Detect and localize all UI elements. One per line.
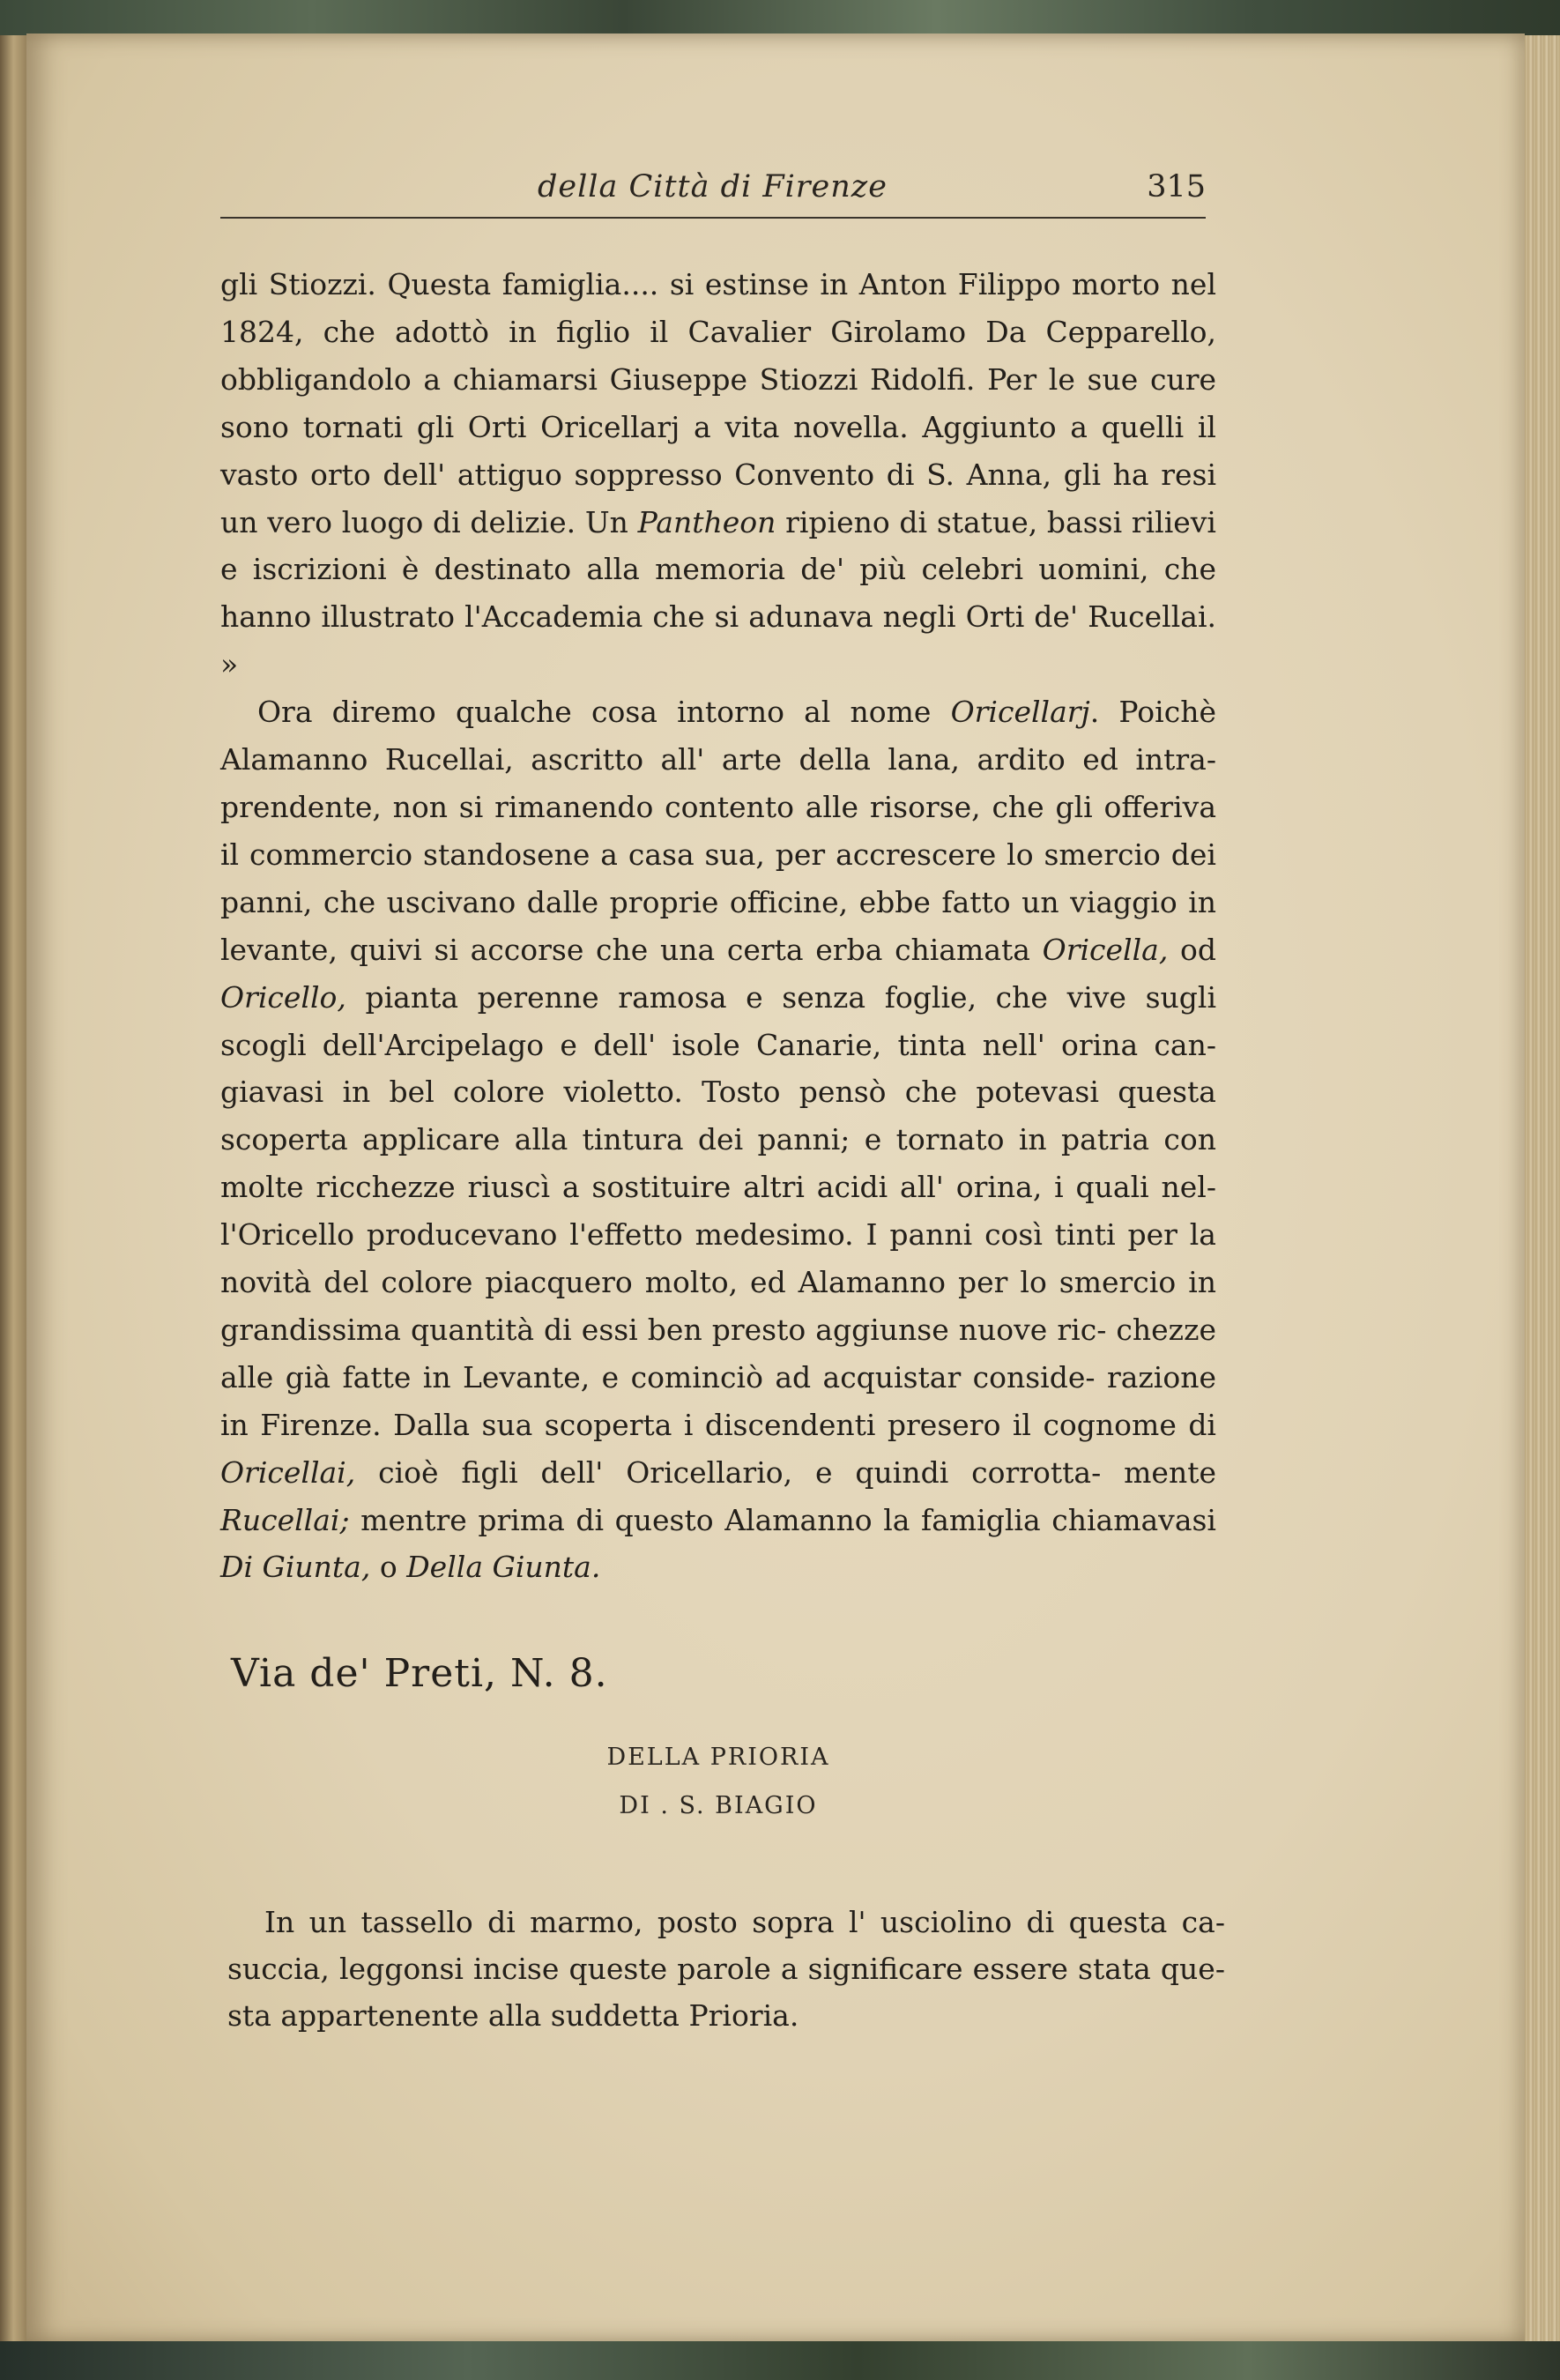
text-line: molte ricchezze riuscì a sostituire altri acidi all' orina, i quali nel- [220, 1170, 1216, 1205]
italic-term: Di Giunta, [220, 1550, 371, 1585]
text-line: l'Oricello producevano l'effetto medesimo. I panni così tinti per [220, 1217, 1177, 1253]
text-line: succia, leggonsi incise queste parole a significare essere stata que- [227, 1952, 1225, 1986]
text-line: chiamavasi [1051, 1502, 1216, 1537]
italic-term: Della Giunta. [406, 1550, 601, 1585]
text-line: gli ha resi un vero luogo di delizie. Un [220, 457, 1216, 539]
text-line: giavasi in bel colore violetto. Tosto pensò che potevasi questa [220, 1075, 1216, 1110]
closing-paragraph [227, 1899, 1225, 2039]
running-title: della Città di Firenze [538, 169, 888, 205]
text-line: in grandissima quantità di essi ben presto aggiunse nuove ric- [220, 1265, 1216, 1347]
paragraph-2 [220, 688, 1216, 1591]
section-heading: Via de' Preti, N. 8. [231, 1651, 608, 1696]
subheading-line: DELLA PRIORIA [606, 1744, 830, 1771]
text-line: il commercio standosene a casa sua, per accrescere lo smercio dei [220, 837, 1216, 872]
text-line: la novità del colore piacquero molto, ed Alamanno per lo smercio [220, 1217, 1216, 1300]
text-line: statue, bassi rilievi e iscrizioni è destinato alla memoria de' più [220, 504, 1216, 587]
text-line: panni, che uscivano dalle proprie officine, ebbe fatto un viaggio [220, 884, 1177, 919]
italic-term: Oricella, [1042, 932, 1169, 967]
text-line: pianta perenne ramosa e senza foglie, che vive sugli [345, 979, 1216, 1015]
text-line: Alamanno Rucellai, ascritto all' arte della lana, ardito ed intra- [220, 742, 1216, 777]
book-spine [0, 35, 30, 2345]
text-line: cioè figli dell' Oricellario, e quindi corrotta- [355, 1454, 1102, 1490]
section-subheading [220, 1733, 1216, 1830]
text-line: sta appartenente alla suddetta Prioria. [227, 1998, 799, 2033]
book-cover-bottom [0, 2341, 1560, 2380]
text-line: in levante, quivi si accorse che una certa erba chiamata [220, 884, 1216, 967]
text-line: scoperta applicare alla tintura dei panni; e tornato in patria con [220, 1122, 1216, 1157]
text-line: Ora diremo qualche cosa intorno al nome [257, 695, 951, 730]
running-header [220, 164, 1206, 219]
text-line: In un tassello di marmo, posto sopra l' usciolino di questa ca- [264, 1905, 1225, 1939]
italic-term: Oricellarj [950, 695, 1090, 730]
text-line: scogli dell'Arcipelago e dell' isole Canarie, tinta nell' orina can- [220, 1027, 1216, 1062]
text-line: mentre prima di questo Alamanno la famiglia [349, 1502, 1041, 1537]
text-line: cure sono tornati gli Orti Oricellarj a vita novella. Aggiunto a [220, 361, 1217, 444]
text-line: . Poichè [1089, 695, 1216, 730]
text-line: nel 1824, che adottò in figlio il Cavalier Girolamo Da Cepparello, [220, 267, 1216, 349]
body-text [220, 261, 1216, 1591]
paragraph-1 [220, 261, 1216, 688]
text-line: celebri uomini, che hanno illustrato l'Accademia che si adunava [220, 552, 1217, 635]
text-line: chezze alle già fatte in Levante, e cominciò ad acquistar conside- [220, 1312, 1216, 1395]
subheading-line: DI . S. BIAGIO [619, 1792, 818, 1819]
text-line: negli Orti de' Rucellai. » [220, 599, 1217, 682]
text-line: cognome di [1043, 1407, 1216, 1442]
text-line: ripieno di [776, 504, 928, 539]
text-line: gli Stiozzi. Questa famiglia.... si estinse in Anton Filippo morto [220, 267, 1161, 301]
italic-term: Oricello, [220, 979, 346, 1015]
italic-term: Oricellai, [220, 1454, 356, 1490]
text-line: od [1180, 932, 1217, 967]
italic-term: Pantheon [637, 504, 776, 539]
text-line: razione in Firenze. Dalla sua scoperta i discendenti presero il [220, 1359, 1216, 1442]
text-line: obbligandolo a chiamarsi Giuseppe Stiozzi Ridolfi. Per le sue [220, 361, 1139, 397]
italic-term: Rucellai; [220, 1502, 350, 1537]
text-line: quelli il vasto orto dell' attiguo soppresso Convento di S. Anna, [220, 409, 1216, 492]
page-number: 315 [1147, 169, 1206, 205]
text-line: prendente, non si rimanendo contento alle risorse, che gli offeriva [220, 789, 1216, 824]
text-line: o [370, 1550, 407, 1585]
text-line: mente [1124, 1454, 1216, 1490]
